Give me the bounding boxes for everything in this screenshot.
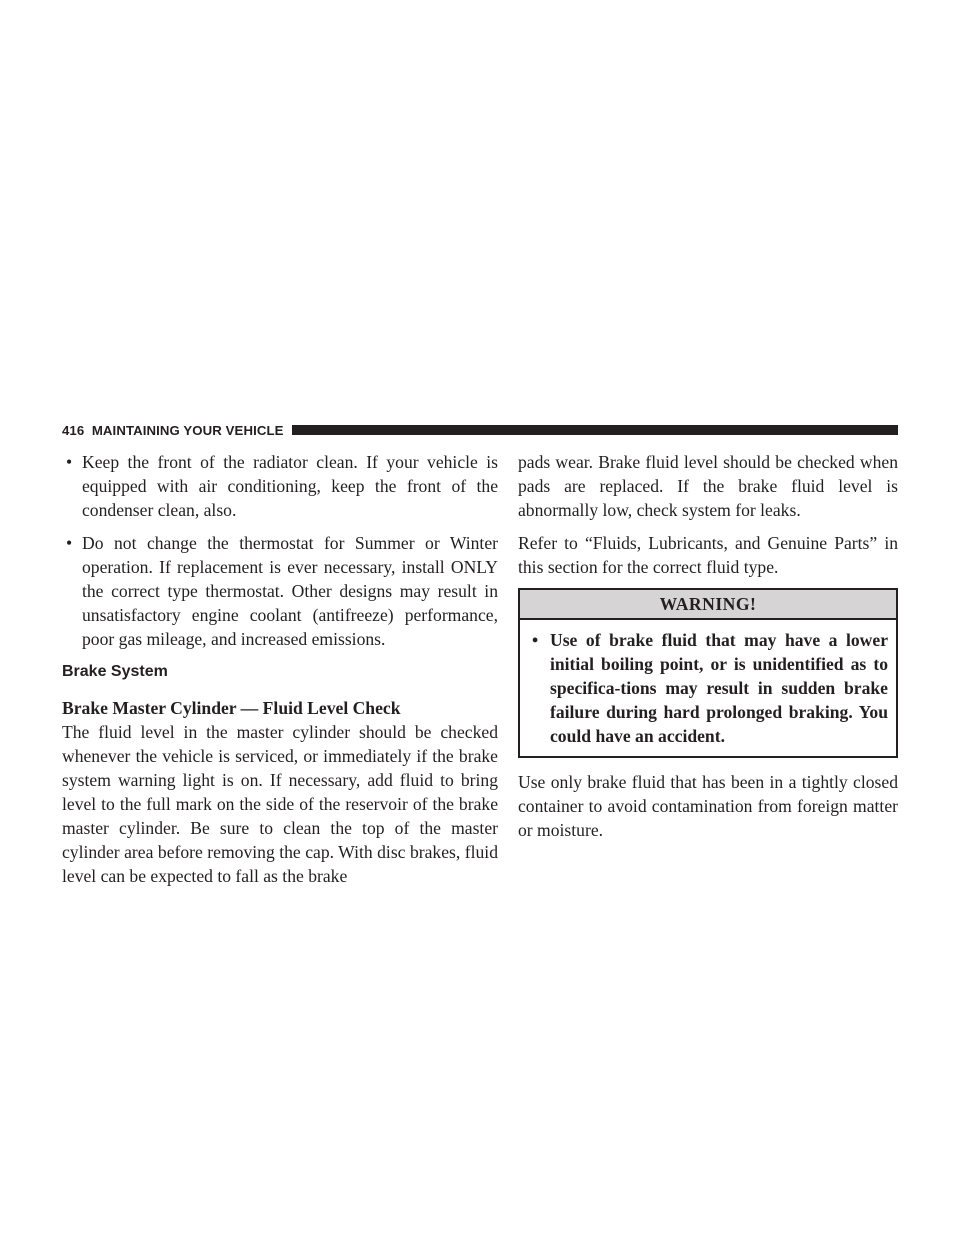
bullet-mark: •: [66, 452, 73, 472]
bullet-text: Keep the front of the radiator clean. If your vehicle is equipped with air conditioning, keep the front of the condenser clean, also.: [82, 452, 498, 520]
section-title: MAINTAINING YOUR VEHICLE: [91, 422, 284, 438]
bullet-mark: •: [532, 630, 539, 650]
paragraph-continued: pads wear. Brake fluid level should be checked when pads are replaced. If the brake fluid level is abnormally low, check system for leaks.: [518, 452, 898, 520]
bullet-thermostat: [62, 531, 498, 651]
header-rule: [292, 425, 898, 435]
sub-heading: Brake Master Cylinder — Fluid Level Check: [62, 698, 401, 718]
bullet-radiator: [62, 450, 498, 522]
header-text: [62, 423, 284, 438]
paragraph-fluid-level: The fluid level in the master cylinder should be checked whenever the vehicle is serviced, or immediately if the brake system warning light is on. If necessary, add fluid to bring level to the full mark on the side of the reservoir of the brake master cylinder. Be sure to clean the top of the master cylinder area before removing the cap. With disc brakes, fluid level can be expected to fall as the brake: [62, 722, 498, 886]
left-column: [62, 450, 498, 897]
warning-text: Use of brake fluid that may have a lower initial boiling point, or is unidentified as to specifica-tions may result in sudden brake failure during hard prolonged braking. You could have an accident.: [550, 630, 888, 746]
bullet-text: Do not change the thermostat for Summer or Winter operation. If replacement is ever necessary, install ONLY the correct type thermostat. Other designs may result in unsatisfactory engine coolant (antifreeze) performance, poor gas mileage, and increased emissions.: [82, 533, 498, 649]
section-heading: Brake System: [62, 663, 168, 680]
warning-bullet: [528, 628, 888, 748]
page-number: 416: [62, 422, 85, 438]
paragraph-refer: Refer to “Fluids, Lubricants, and Genuine Parts” in this section for the correct fluid type.: [518, 533, 898, 577]
paragraph-final: Use only brake fluid that has been in a tightly closed container to avoid contamination from foreign matter or moisture.: [518, 772, 898, 840]
right-column: [518, 450, 898, 851]
page-header: [62, 421, 898, 439]
bullet-mark: •: [66, 533, 73, 553]
warning-box: [518, 588, 898, 758]
warning-title: WARNING!: [520, 590, 896, 620]
warning-body: [520, 620, 896, 756]
